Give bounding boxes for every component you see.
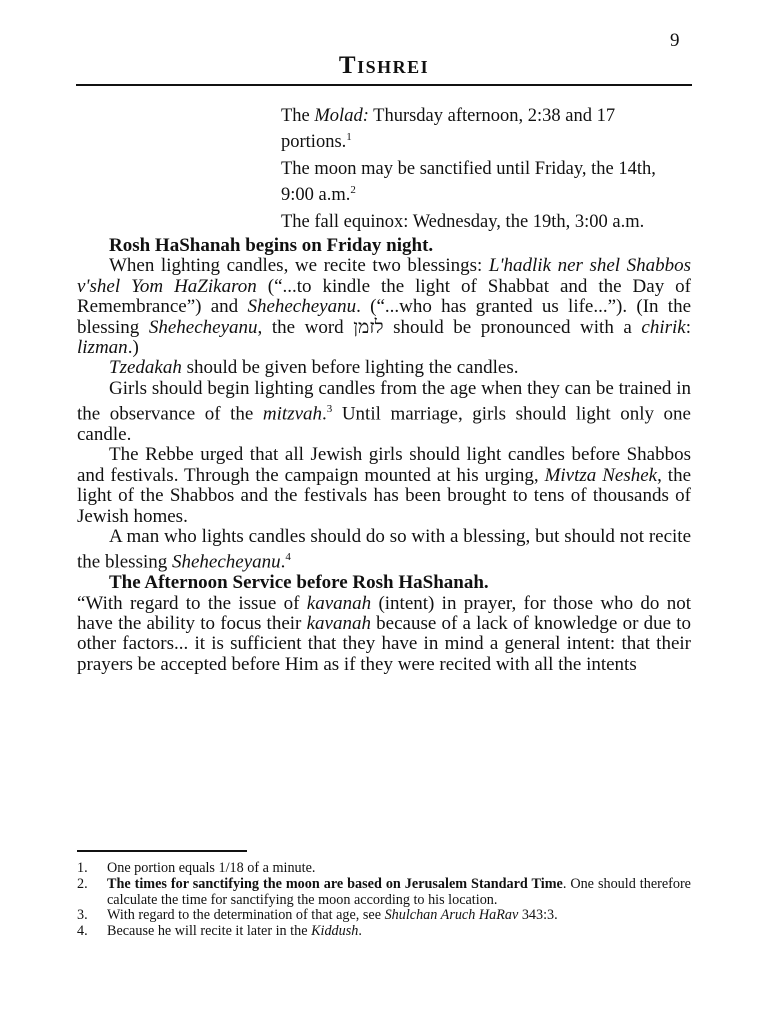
- footnote-1: [77, 861, 691, 877]
- footnotes: [77, 861, 691, 940]
- main-text: [77, 236, 691, 675]
- paragraph-man-lights: A man who lights candles should do so with a blessing, but should not recite the blessing Shehecheyanu.$^4$: [77, 526, 691, 573]
- title-rule: [76, 84, 692, 86]
- page-title: Tishrei: [338, 52, 430, 79]
- paragraph-rebbe-campaign: The Rebbe urged that all Jewish girls should light candles before Shabbos and festivals. Through the campaign mounted at his urging, Mivtza Neshek, the light of the Shabbos and the festivals has been brought to tens of thousands of Jewish homes.: [77, 444, 692, 527]
- footnote-rule: [77, 850, 247, 852]
- footnote-4: [77, 924, 691, 940]
- paragraph-kavanah: “With regard to the issue of kavanah (intent) in prayer, for those who do not have the ability to focus their kavanah because of a lack of knowledge or due to other factors... it is sufficient that they have in mind a general intent: that their prayers be accepted before Him as if they were recited with all the intents: [77, 592, 691, 675]
- paragraph-girls-candles: Girls should begin lighting candles from the age when they can be trained in the observance of the mitzvah.$^3$ Until marriage, girls should light only one candle.: [77, 377, 691, 445]
- footnote-number: 2.: [77, 875, 88, 892]
- page-number: 9: [670, 30, 680, 51]
- footnote-number: 1.: [77, 860, 88, 876]
- footnote-3: [77, 908, 691, 924]
- footnote-2: [77, 877, 691, 909]
- section-heading-rosh-hashanah: Rosh HaShanah begins on Friday night.: [109, 235, 434, 256]
- paragraph-candle-blessings: When lighting candles, we recite two blessings: L'hadlik ner shel Shabbos v'shel Yom HaZikaron (“...to kindle the light of Shabbat and the Day of Remembrance”) and Shehecheyanu. (“...who has granted us life...”). (In the blessing Shehecheyanu, the word לזמן should be pronounced with a chirik: lizman.): [77, 255, 692, 359]
- footnote-number: 4.: [77, 923, 88, 940]
- info-moon-sanctification: The moon may be sanctified until Friday, the 14th, 9:00 a.m.$^2$: [281, 159, 656, 206]
- calendar-info: [281, 106, 681, 239]
- paragraph-tzedakah: Tzedakah should be given before lighting the candles.: [109, 357, 519, 379]
- footnote-ref[interactable]: 3: [326, 403, 333, 416]
- footnote-text: The times for sanctifying the moon are based on Jerusalem Standard Time. One should therefore calculate the time for sanctifying the moon according to his location.: [107, 875, 691, 908]
- footnote-text: With regard to the determination of that age, see Shulchan Aruch HaRav 343:3.: [107, 907, 558, 924]
- footnote-ref[interactable]: 1: [346, 131, 352, 143]
- footnote-number: 3.: [77, 907, 88, 924]
- section-heading-afternoon-service: The Afternoon Service before Rosh HaShanah.: [109, 572, 489, 594]
- info-molad: The Molad: Thursday afternoon, 2:38 and 17 portions.$^1$: [281, 106, 616, 153]
- footnote-ref[interactable]: 4: [285, 551, 291, 564]
- footnote-ref[interactable]: 2: [350, 184, 356, 197]
- info-fall-equinox: The fall equinox: Wednesday, the 19th, 3:00 a.m.: [281, 212, 645, 233]
- footnote-text: Because he will recite it later in the Kiddush.: [107, 923, 362, 940]
- footnote-text: One portion equals 1/18 of a minute.: [107, 860, 316, 876]
